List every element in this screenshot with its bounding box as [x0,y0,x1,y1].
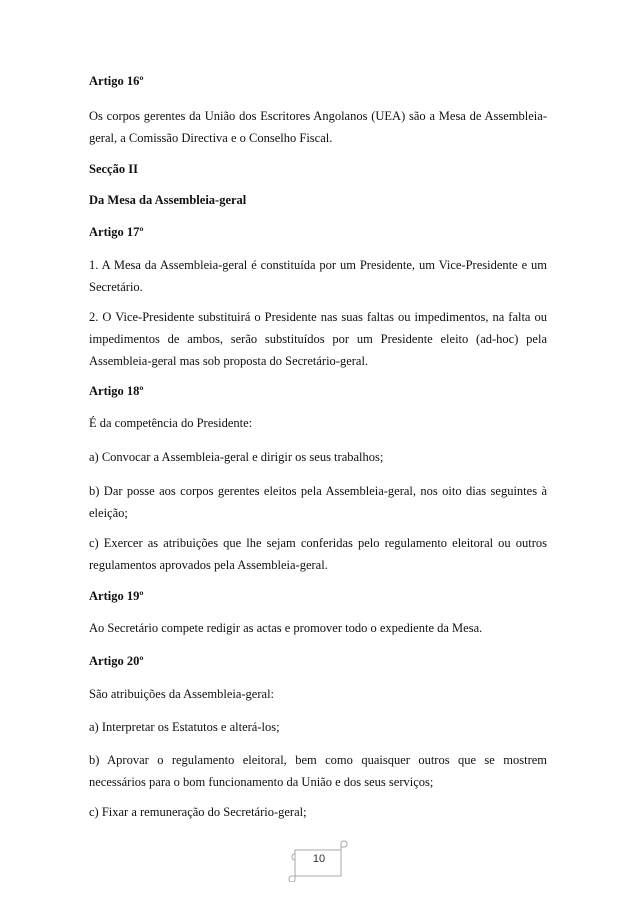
article-20-item-a: a) Interpretar os Estatutos e alterá-los; [89,720,280,734]
page-number: 10 [312,853,326,865]
article-18-item-c: c) Exercer as atribuições que lhe sejam conferidas pelo regulamento eleitoral ou outros regulamentos aprovados pela Assembleia-geral. [89,536,547,572]
article-20-intro: São atribuições da Assembleia-geral: [89,687,275,701]
article-20-item-b: b) Aprovar o regulamento eleitoral, bem como quaisquer outros que se mostrem necessários para o bom funcionamento da União e dos seus serviços; [89,753,547,789]
article-18-intro: É da competência do Presidente: [89,416,253,430]
article-17-paragraph-1: 1. A Mesa da Assembleia-geral é constituída por um Presidente, um Vice-Presidente e um Secretário. [89,258,547,294]
page-number-scroll [287,838,349,882]
article-19-heading: Artigo 19º [89,589,144,603]
article-20-item-c: c) Fixar a remuneração do Secretário-geral; [89,805,307,819]
article-16-heading: Artigo 16º [89,74,144,88]
article-17-paragraph-2: 2. O Vice-Presidente substituirá o Presidente nas suas faltas ou impedimentos, na falta ou impedimentos de ambos, serão substituídos por um Presidente eleito (ad-hoc) pela Assembleia-geral mas sob proposta do Secretário-geral. [89,310,547,368]
article-16-paragraph: Os corpos gerentes da União dos Escritores Angolanos (UEA) são a Mesa de Assembleia-geral, a Comissão Directiva e o Conselho Fiscal. [89,109,547,145]
article-18-heading: Artigo 18º [89,384,144,398]
article-18-item-a: a) Convocar a Assembleia-geral e dirigir os seus trabalhos; [89,450,384,464]
article-18-item-b: b) Dar posse aos corpos gerentes eleitos pela Assembleia-geral, nos oito dias seguintes à eleição; [89,484,547,520]
article-19-paragraph: Ao Secretário compete redigir as actas e promover todo o expediente da Mesa. [89,621,483,635]
article-17-heading: Artigo 17º [89,225,144,239]
section-label: Secção II [89,162,138,176]
section-title: Da Mesa da Assembleia-geral [89,193,247,207]
article-20-heading: Artigo 20º [89,654,144,668]
